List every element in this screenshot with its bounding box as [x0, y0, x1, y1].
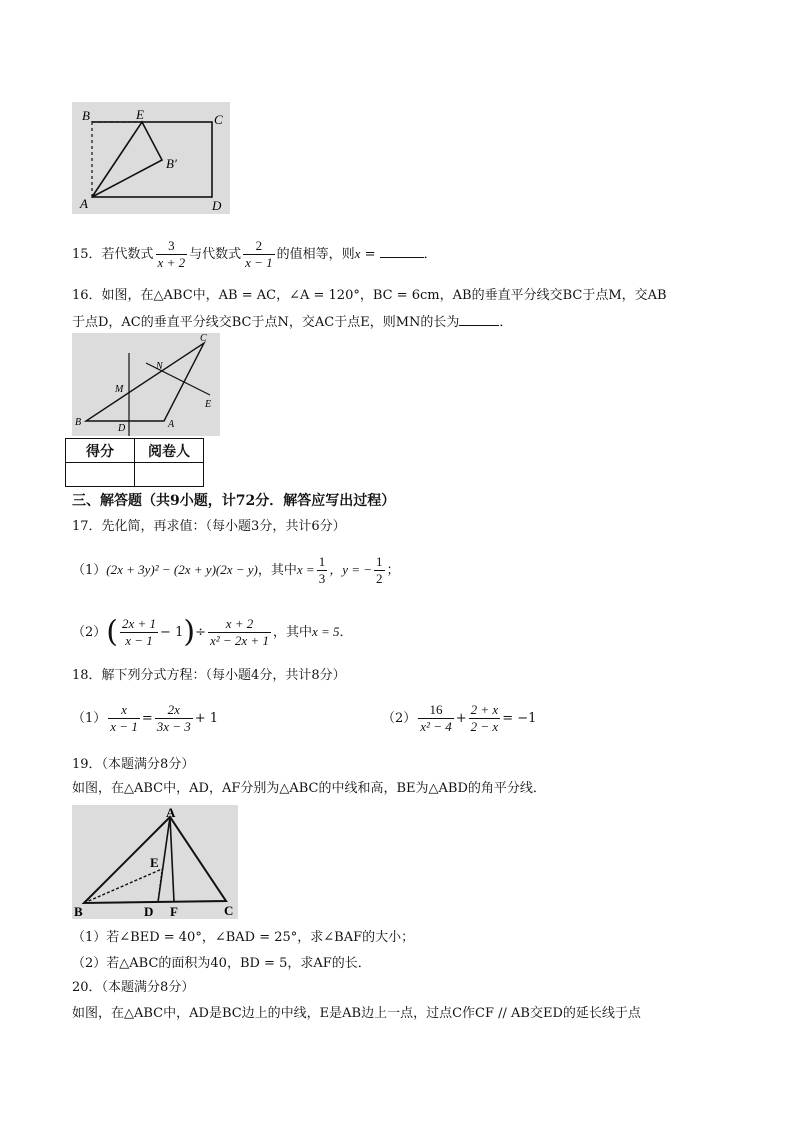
question-20-body: 如图，在△ABC中，AD是BC边上的中线，E是AB边上一点，过点C作CF // AB交ED的延长线于点	[72, 1006, 641, 1021]
grader-cell[interactable]	[135, 463, 204, 487]
label-b-prime: B′	[166, 156, 177, 171]
question-17-part2: （2）( $\frac{2x + 1}{x - 1}$ − 1)÷ $\frac{x + 2}{\text{x² − 2x + 1}}$ ，其中x = 5．	[72, 614, 353, 650]
label-b: B	[74, 904, 83, 919]
label-d: D	[144, 904, 154, 919]
label-a: A	[168, 419, 175, 430]
question-18-title: 18．解下列分式方程：（每小题4分，共计8分）	[72, 668, 346, 683]
question-17-title: 17．先化简，再求值：（每小题3分，共计6分）	[72, 519, 346, 534]
triangle-abc	[86, 343, 204, 421]
label-b: B	[82, 108, 90, 123]
answer-blank-16[interactable]	[459, 313, 499, 326]
question-16-line2: 于点D，AC的垂直平分线交BC于点N，交AC于点E，则MN的长为 ．	[72, 315, 513, 330]
section-3-heading: 三、解答题（共9小题，计72分．解答应写出过程）	[72, 493, 396, 509]
question-19-title: 19．（本题满分8分）	[72, 757, 195, 772]
rectangle-edge	[92, 122, 212, 197]
question-16-line1: 16．如图，在△ABC中，AB = AC，∠A = 120°，BC = 6cm，AB的垂直平分线交BC于点M，交AB	[72, 288, 667, 303]
label-m: M	[115, 384, 124, 395]
question-19-part2: （2）若△ABC的面积为40，BD = 5，求AF的长．	[72, 956, 371, 971]
question-18-part2: （2） $\frac{16}{\text{x² − 4}}$ + $\frac{2 + x}{2 - x}$ = −1	[382, 702, 537, 734]
q15-fraction-1: $\frac{3}{x + 2}$	[157, 238, 186, 270]
score-cell[interactable]	[66, 463, 135, 487]
question-20-title: 20．（本题满分8分）	[72, 980, 195, 995]
answer-blank-15[interactable]	[380, 245, 424, 258]
q15-fraction-2: $\frac{2}{x - 1}$	[245, 238, 273, 270]
figure-triangle-median-altitude-svg	[72, 805, 238, 919]
score-header: 得分	[66, 439, 135, 463]
altitude-af	[170, 817, 174, 902]
label-e: E	[150, 855, 159, 870]
question-19-part1: （1）若∠BED = 40°，∠BAD = 25°，求∠BAF的大小；	[72, 930, 415, 945]
folded-triangle	[92, 122, 162, 197]
figure-folded-rectangle	[72, 102, 230, 214]
figure-triangle-bisectors	[72, 333, 220, 436]
question-19-body: 如图，在△ABC中，AD，AF分别为△ABC的中线和高，BE为△ABD的角平分线．	[72, 781, 546, 796]
label-a: A	[80, 196, 88, 211]
grader-header: 阅卷人	[135, 439, 204, 463]
score-table	[65, 438, 204, 487]
label-a: A	[166, 805, 176, 820]
figure-folded-rectangle-svg	[72, 102, 230, 214]
label-e: E	[136, 107, 144, 122]
label-e: E	[205, 399, 212, 410]
label-n: N	[156, 361, 163, 372]
bisector-be	[84, 869, 162, 903]
label-d: D	[212, 198, 222, 213]
label-b: B	[75, 417, 82, 428]
label-d: D	[118, 423, 126, 434]
label-c: C	[214, 112, 223, 127]
label-c: C	[224, 903, 234, 918]
figure-triangle-bisectors-svg	[72, 333, 220, 436]
question-18-part1: （1） $\frac{x}{x - 1}$ = $\frac{2x}{3x - 3}$ + 1	[72, 702, 219, 734]
label-c: C	[200, 333, 207, 344]
label-f: F	[170, 904, 178, 919]
question-17-part1: （1）(2x + 3y)² − (2x + y)(2x − y)，其中x = $\frac{1}{3}$ ，y = − $\frac{1}{2}$ ；	[72, 554, 400, 586]
figure-triangle-median-altitude	[72, 805, 238, 919]
question-15: 15．若代数式 $\frac{3}{x + 2}$ 与代数式 $\frac{2}{x - 1}$ 的值相等，则x = ．	[72, 238, 437, 270]
